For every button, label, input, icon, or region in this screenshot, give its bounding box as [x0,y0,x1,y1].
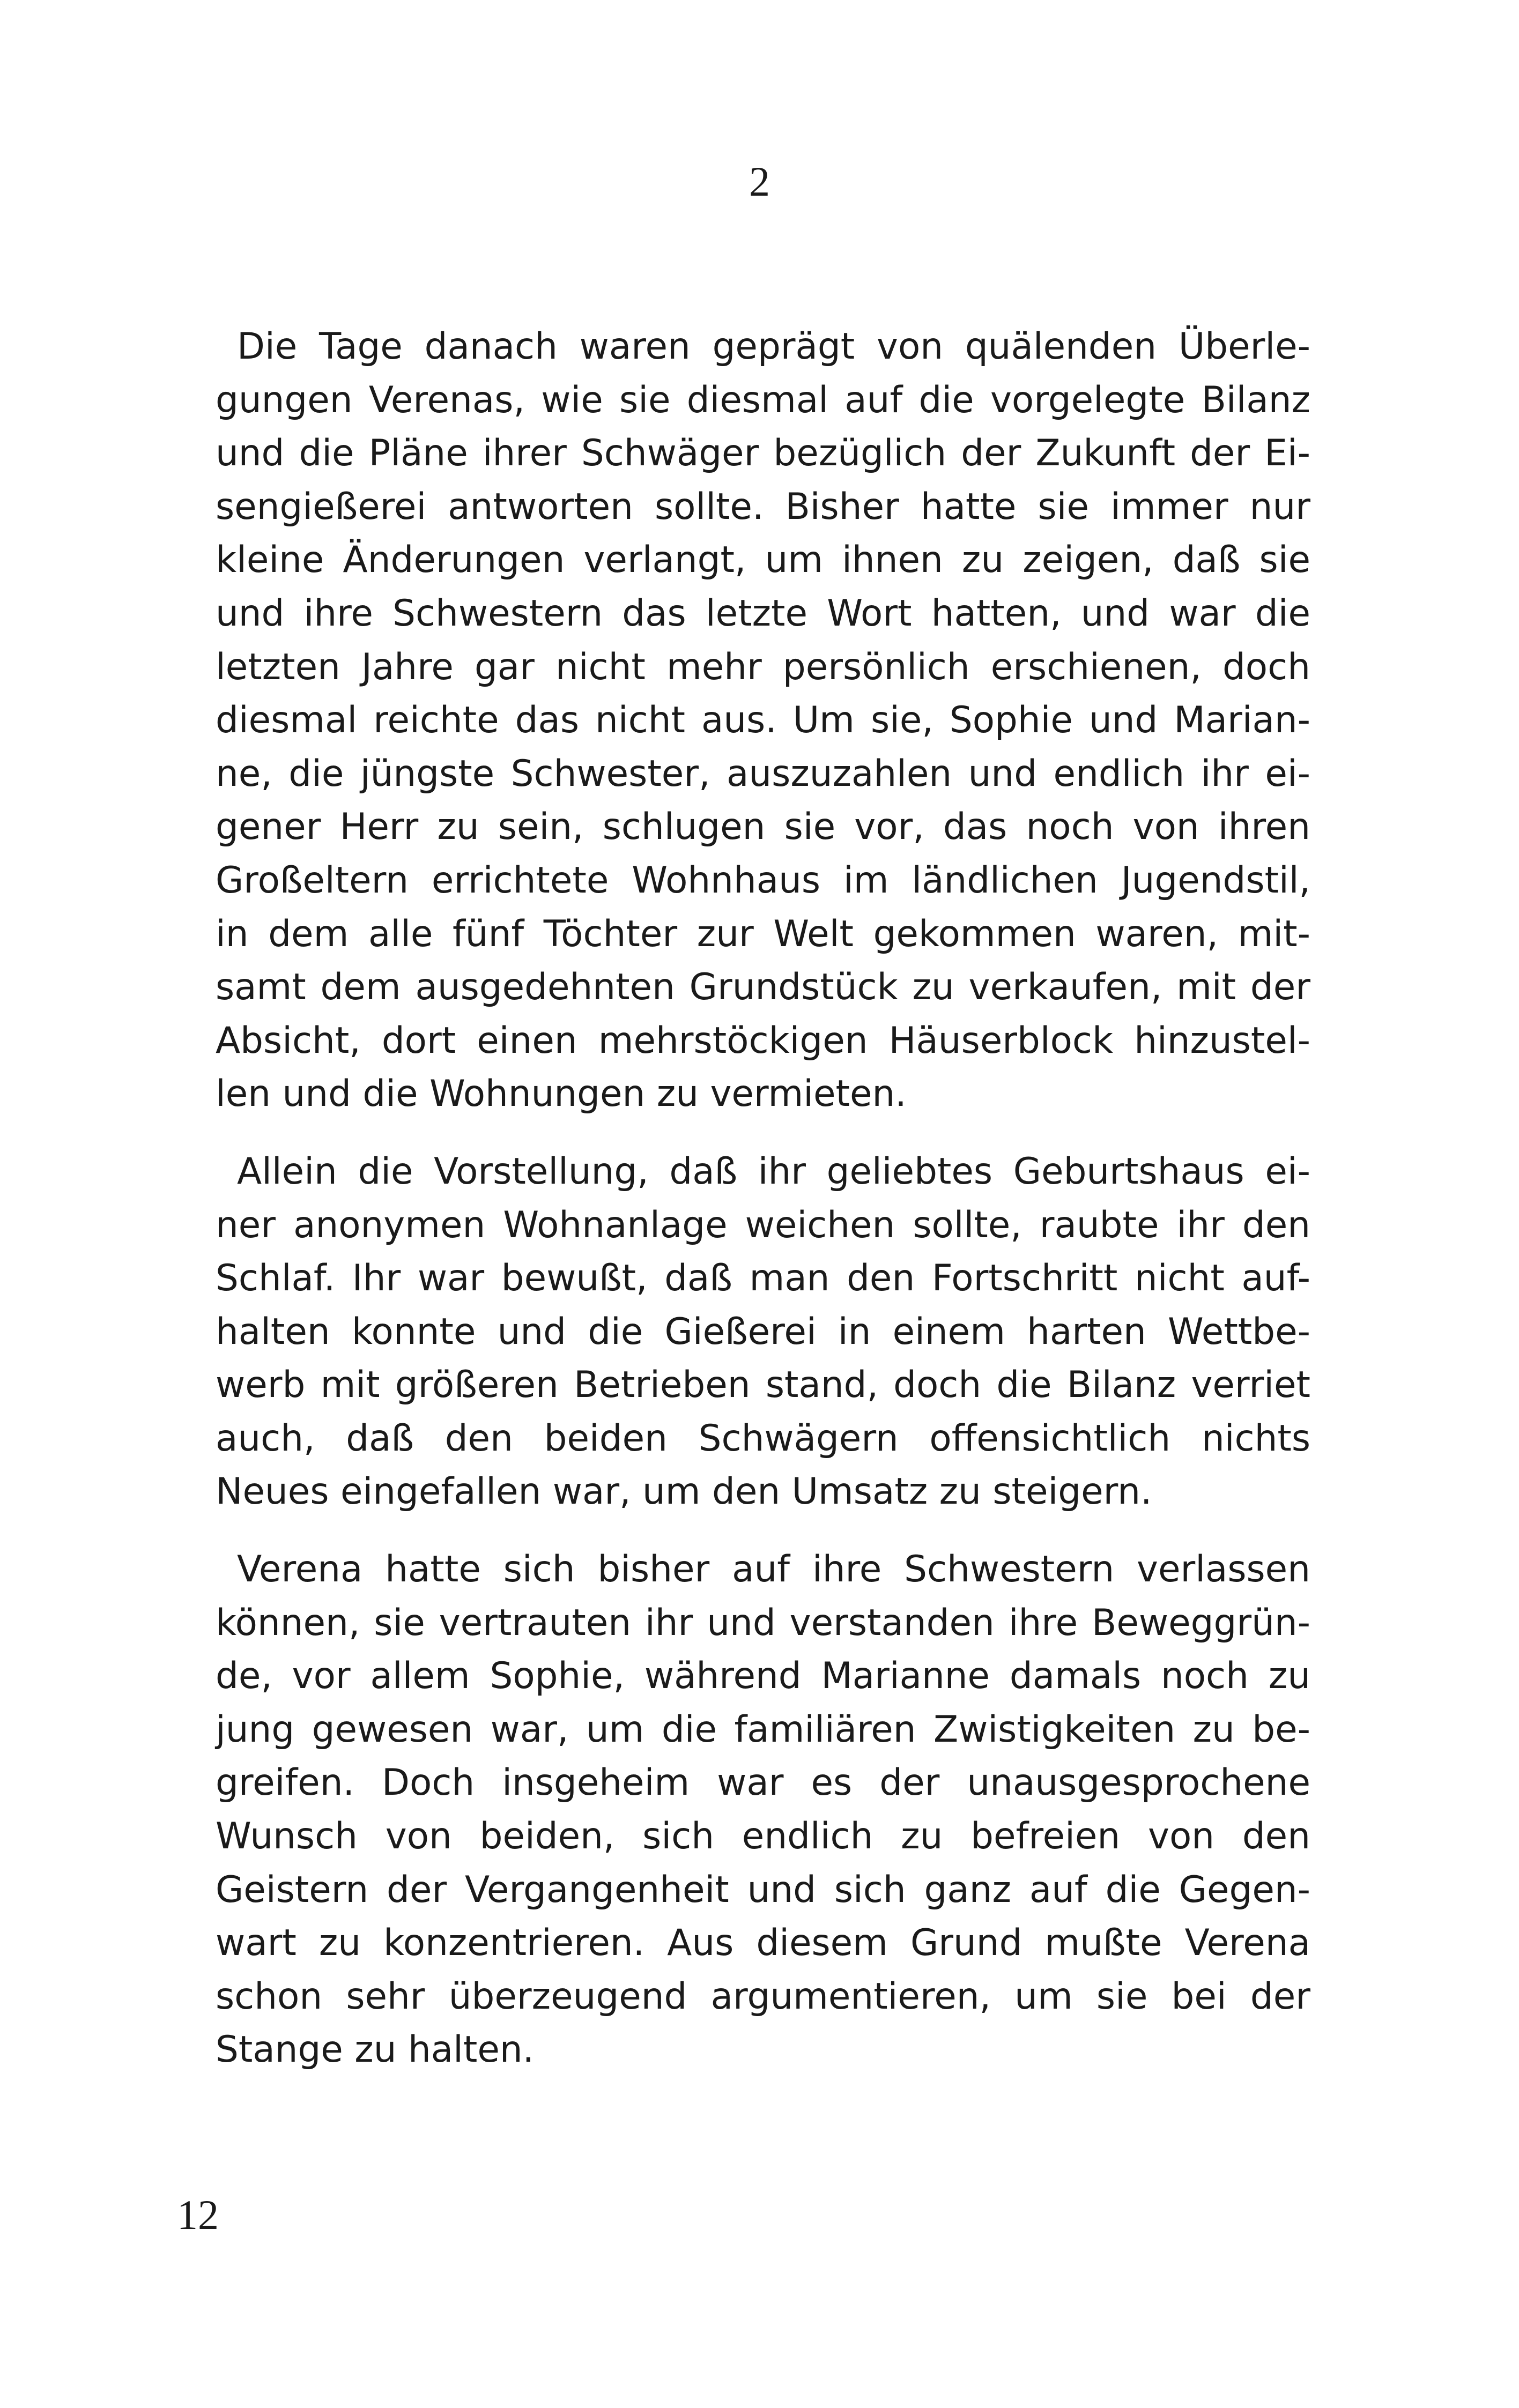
text-line: de, vor allem Sophie, während Marianne damals noch zu [216,1654,1310,1697]
text-line: greifen. Doch insgeheim war es der unausgesprochene [216,1761,1310,1804]
text-line: kleine Änderungen verlangt, um ihnen zu zeigen, daß sie [216,538,1310,581]
text-line: auch, daß den beiden Schwägern offensichtlich nichts [216,1416,1310,1459]
text-line: Verena hatte sich bisher auf ihre Schwestern verlassen [237,1548,1310,1591]
text-line: diesmal reichte das nicht aus. Um sie, Sophie und Marian- [216,698,1310,741]
text-line: wart zu konzentrieren. Aus diesem Grund mußte Verena [216,1921,1310,1964]
text-line: ne, die jüngste Schwester, auszuzahlen und endlich ihr ei- [216,752,1310,794]
text-line: Absicht, dort einen mehrstöckigen Häuserblock hinzustel- [216,1019,1310,1061]
paragraph [216,1542,1310,2076]
text-line: Großeltern errichtete Wohnhaus im ländlichen Jugendstil, [216,858,1310,901]
paragraph-gap [216,1518,1310,1542]
text-line: sengießerei antworten sollte. Bisher hatte sie immer nur [216,485,1310,527]
text-line: Allein die Vorstellung, daß ihr geliebtes Geburtshaus ei- [237,1149,1310,1192]
text-line: Neues eingefallen war, um den Umsatz zu steigern. [216,1470,1152,1513]
text-line: schon sehr überzeugend argumentieren, um sie bei der [216,1974,1310,2017]
text-line: halten konnte und die Gießerei in einem harten Wettbe- [216,1310,1310,1352]
paragraph [216,1144,1310,1518]
text-line: Die Tage danach waren geprägt von quälenden Überle- [237,325,1310,367]
text-line: und ihre Schwestern das letzte Wort hatten, und war die [216,591,1310,634]
text-line: in dem alle fünf Töchter zur Welt gekommen waren, mit- [216,912,1310,955]
text-line: ner anonymen Wohnanlage weichen sollte, raubte ihr den [216,1203,1310,1246]
text-line: und die Pläne ihrer Schwäger bezüglich der Zukunft der Ei- [216,432,1310,474]
page-number: 12 [177,2191,219,2238]
text-line: samt dem ausgedehnten Grundstück zu verkaufen, mit der [216,965,1310,1008]
text-line: werb mit größeren Betrieben stand, doch die Bilanz verriet [216,1363,1310,1406]
text-line: len und die Wohnungen zu vermieten. [216,1072,907,1115]
text-line: gener Herr zu sein, schlugen sie vor, das noch von ihren [216,805,1310,848]
chapter-number: 2 [749,158,770,205]
text-line: Wunsch von beiden, sich endlich zu befreien von den [216,1815,1310,1857]
text-line: können, sie vertrauten ihr und verstanden ihre Beweggrün- [216,1601,1310,1644]
text-line: gungen Verenas, wie sie diesmal auf die vorgelegte Bilanz [216,378,1310,421]
text-line: jung gewesen war, um die familiären Zwistigkeiten zu be- [216,1707,1310,1750]
paragraph [216,319,1310,1120]
text-line: Geistern der Vergangenheit und sich ganz auf die Gegen- [216,1868,1310,1911]
body-text [216,319,1310,2076]
text-line: Stange zu halten. [216,2028,535,2071]
text-line: Schlaf. Ihr war bewußt, daß man den Fortschritt nicht auf- [216,1257,1310,1299]
paragraph-gap [216,1120,1310,1144]
text-line: letzten Jahre gar nicht mehr persönlich erschienen, doch [216,645,1310,688]
